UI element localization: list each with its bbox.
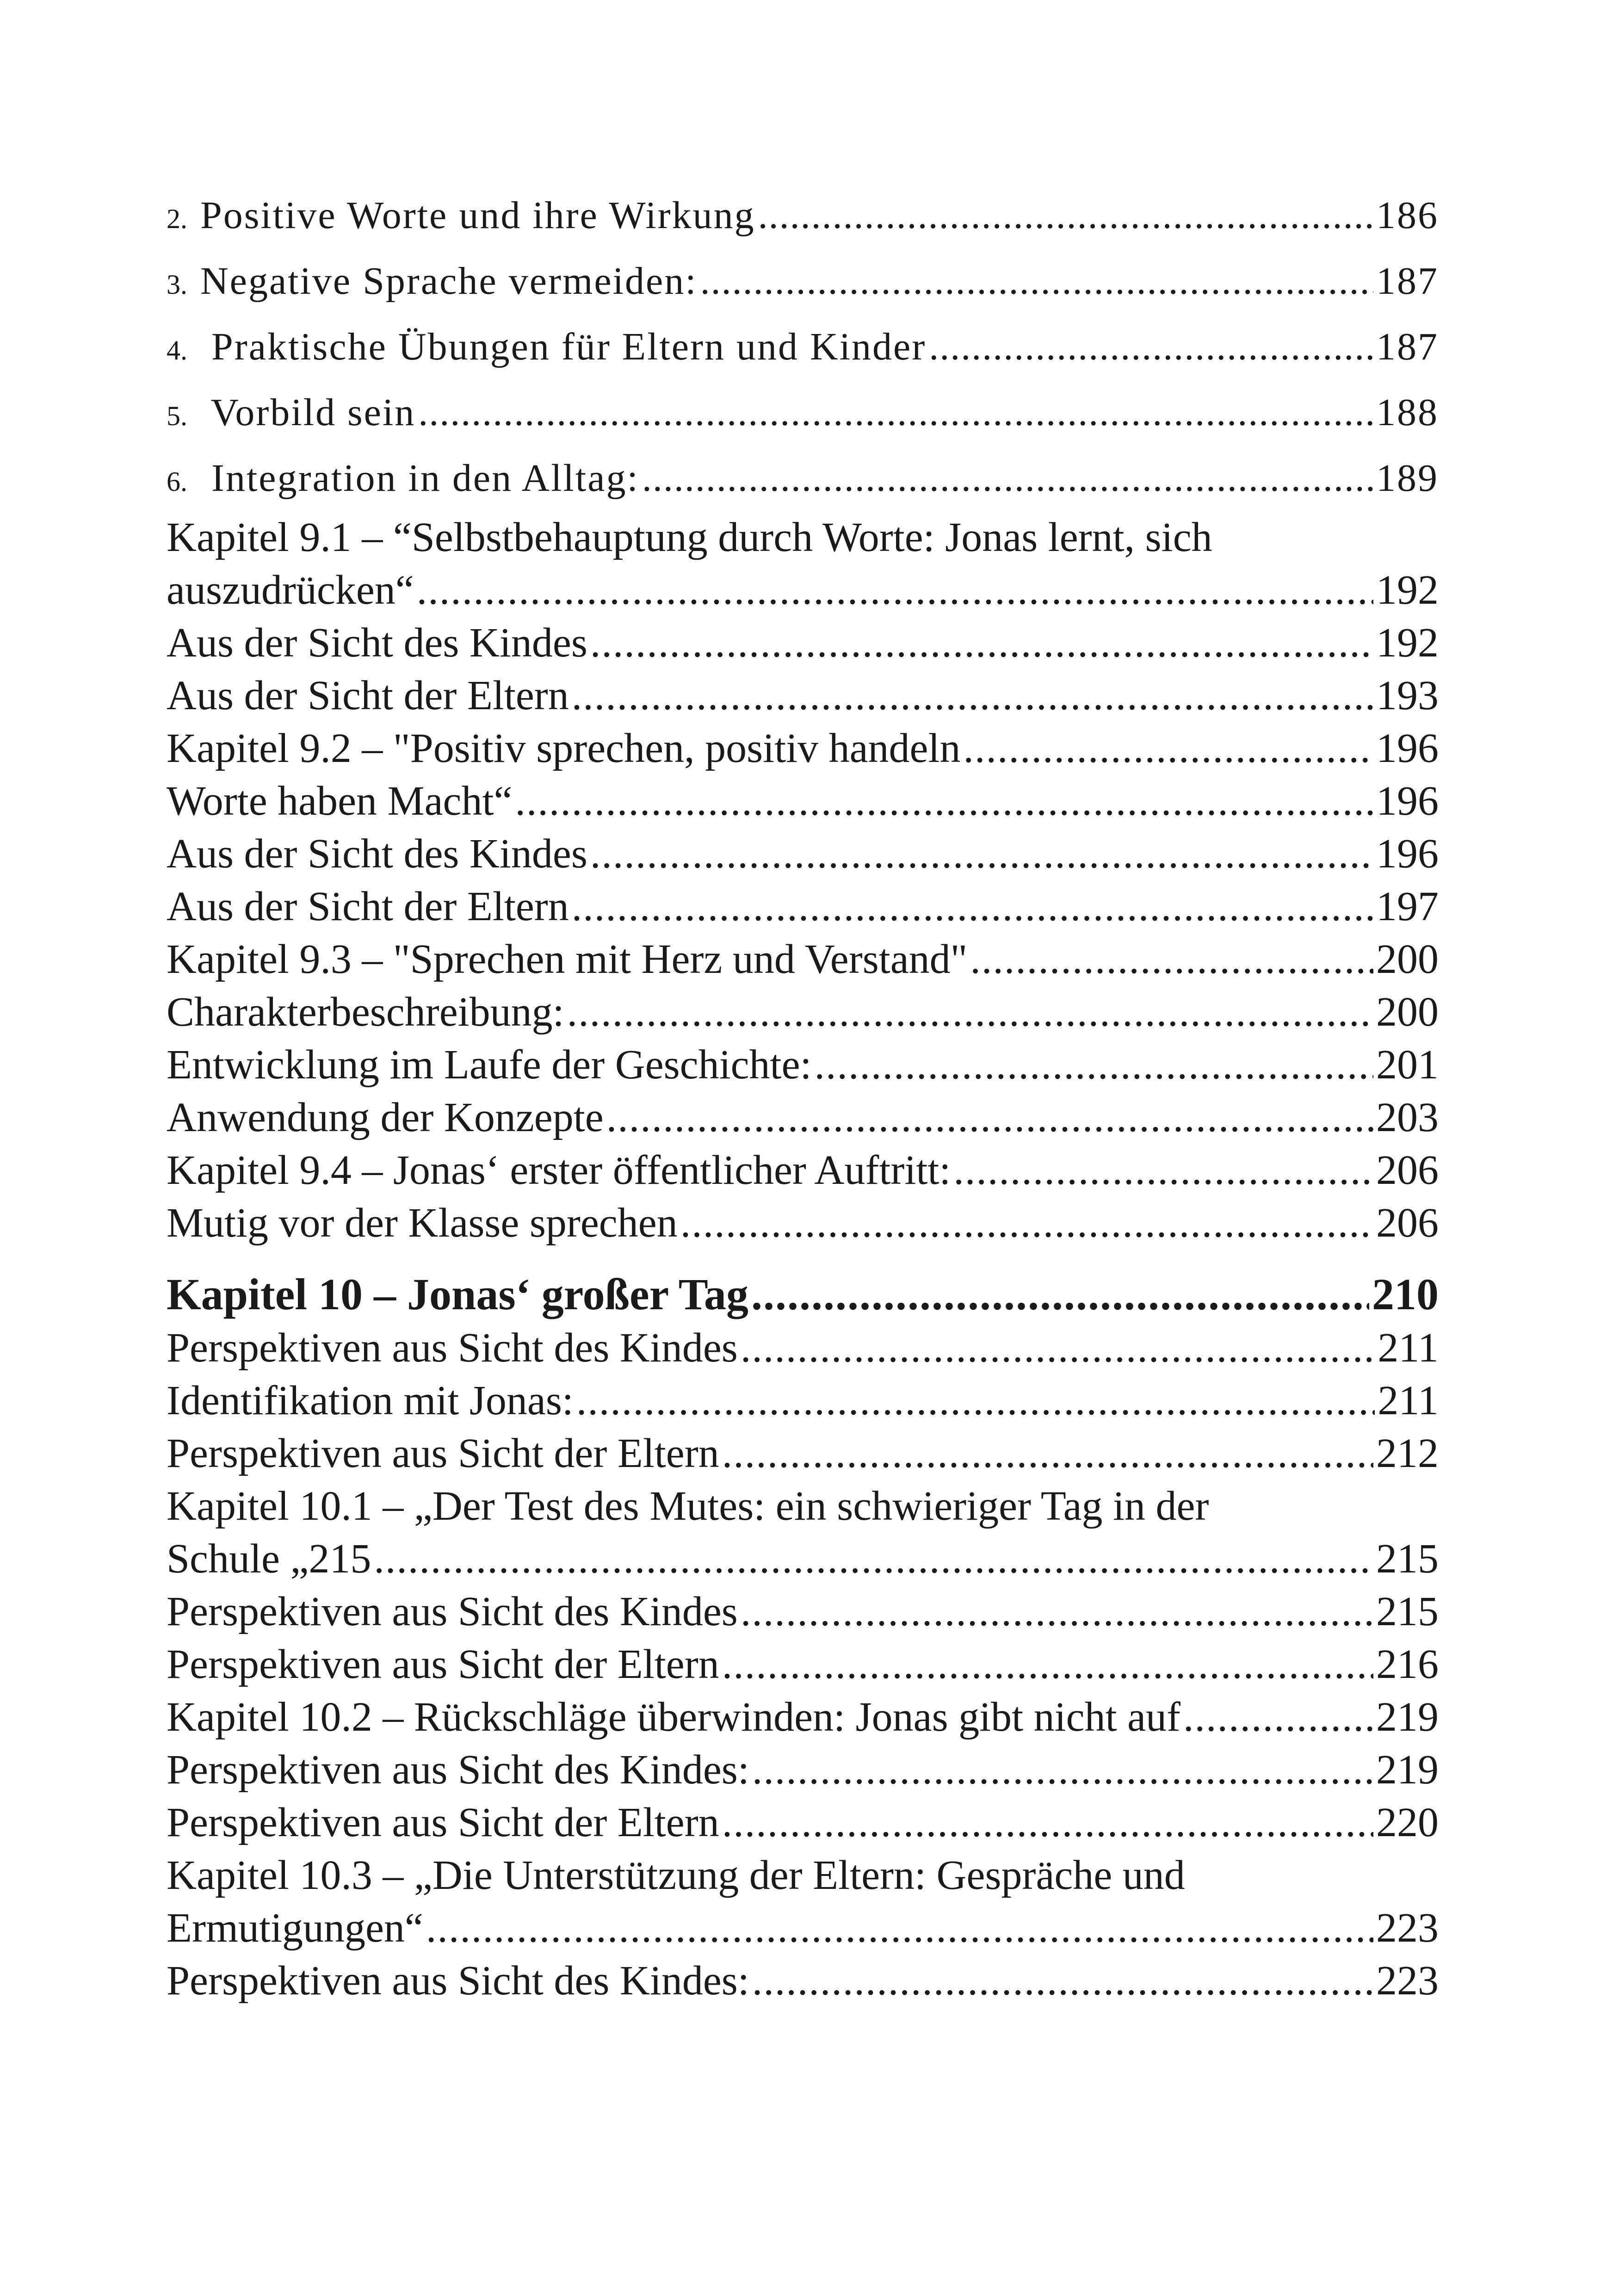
toc-entry[interactable]	[167, 669, 1439, 722]
entry-page: 223	[1376, 1905, 1439, 1951]
entry-page: 196	[1376, 725, 1439, 771]
entry-title: Entwicklung im Laufe der Geschichte:	[167, 1042, 812, 1088]
entry-page: 206	[1376, 1200, 1439, 1246]
toc-entry[interactable]	[167, 1091, 1439, 1144]
dot-leader	[741, 1322, 1375, 1374]
entry-title: Identifikation mit Jonas:	[167, 1378, 574, 1423]
toc-entry[interactable]	[167, 986, 1439, 1039]
entry-title: Positive Worte und ihre Wirkung	[200, 194, 755, 237]
toc-entry[interactable]	[167, 880, 1439, 933]
dot-leader	[758, 183, 1373, 248]
entry-title: Integration in den Alltag:	[200, 457, 639, 500]
entry-page: 219	[1376, 1694, 1439, 1740]
dot-leader	[680, 1197, 1373, 1250]
dot-leader	[642, 446, 1373, 511]
entry-page: 201	[1376, 1042, 1439, 1088]
toc-entry[interactable]	[167, 1638, 1439, 1691]
entry-page: 197	[1376, 884, 1439, 929]
entry-page: 196	[1376, 831, 1439, 877]
toc-entry[interactable]	[167, 248, 1439, 314]
entry-title: Praktische Übungen für Eltern und Kinder	[200, 325, 927, 368]
entry-title: Kapitel 10.1 – „Der Test des Mutes: ein schwieriger Tag in der	[167, 1483, 1209, 1529]
toc-entry[interactable]	[167, 1322, 1439, 1374]
entry-title: Aus der Sicht der Eltern	[167, 673, 569, 718]
entry-title: Vorbild sein	[200, 391, 416, 434]
entry-page: 206	[1376, 1147, 1439, 1193]
chapter-page: 210	[1372, 1269, 1439, 1319]
table-of-contents	[167, 183, 1439, 2007]
entry-number: 6.	[167, 466, 187, 497]
entry-page: 187	[1376, 325, 1439, 368]
entry-number: 5.	[167, 401, 187, 431]
dot-leader	[970, 933, 1373, 986]
entry-page: 192	[1376, 567, 1439, 613]
entry-number: 4.	[167, 335, 187, 365]
entry-page: 215	[1376, 1589, 1439, 1634]
entry-page: 187	[1376, 260, 1439, 303]
dot-leader	[572, 880, 1373, 933]
entry-title: Perspektiven aus Sicht der Eltern	[167, 1641, 719, 1687]
dot-leader	[572, 669, 1373, 722]
dot-leader	[929, 314, 1373, 380]
entry-page: 200	[1376, 989, 1439, 1035]
dot-leader	[590, 617, 1373, 669]
dot-leader	[953, 1144, 1373, 1197]
dot-leader	[515, 775, 1373, 828]
entry-title: Perspektiven aus Sicht des Kindes	[167, 1589, 738, 1634]
dot-leader	[722, 1638, 1373, 1691]
toc-entry[interactable]	[167, 1039, 1439, 1091]
entry-page: 220	[1376, 1800, 1439, 1845]
entry-page: 196	[1376, 778, 1439, 824]
entry-number: 2.	[167, 204, 187, 234]
dot-leader	[606, 1091, 1373, 1144]
entry-number: 3.	[167, 269, 187, 300]
entry-title: Perspektiven aus Sicht der Eltern	[167, 1430, 719, 1476]
toc-entry[interactable]	[167, 933, 1439, 986]
toc-entry-line1[interactable]	[167, 511, 1439, 564]
entry-title: Kapitel 9.2 – "Positiv sprechen, positiv handeln	[167, 725, 961, 771]
toc-entry[interactable]	[167, 1144, 1439, 1197]
dot-leader	[752, 1744, 1373, 1796]
entry-page: 188	[1376, 391, 1439, 434]
entry-page: 216	[1376, 1641, 1439, 1687]
entry-title: Perspektiven aus Sicht des Kindes:	[167, 1958, 749, 2004]
dot-leader	[751, 1267, 1369, 1322]
entry-title: Aus der Sicht des Kindes	[167, 620, 587, 666]
toc-entry[interactable]	[167, 564, 1439, 617]
entry-title: Charakterbeschreibung:	[167, 989, 564, 1035]
entry-title: Kapitel 9.4 – Jonas‘ erster öffentlicher Auftritt:	[167, 1147, 951, 1193]
entry-title: Schule „215	[167, 1536, 371, 1582]
dot-leader	[590, 828, 1373, 880]
dot-leader	[1183, 1691, 1373, 1744]
entry-page: 193	[1376, 673, 1439, 718]
toc-entry[interactable]	[167, 1955, 1439, 2007]
entry-page: 211	[1378, 1325, 1439, 1371]
toc-entry[interactable]	[167, 1197, 1439, 1250]
entry-title: Kapitel 9.1 – “Selbstbehauptung durch Worte: Jonas lernt, sich	[167, 514, 1212, 560]
entry-page: 200	[1376, 936, 1439, 982]
entry-page: 211	[1378, 1378, 1439, 1423]
entry-title: Aus der Sicht des Kindes	[167, 831, 587, 877]
dot-leader	[722, 1796, 1373, 1849]
toc-entry[interactable]	[167, 183, 1439, 248]
toc-entry[interactable]	[167, 1427, 1439, 1480]
dot-leader	[426, 1902, 1373, 1955]
toc-entry[interactable]	[167, 775, 1439, 828]
entry-page: 219	[1376, 1747, 1439, 1793]
dot-leader	[964, 722, 1373, 775]
entry-page: 192	[1376, 620, 1439, 666]
entry-title: auszudrücken“	[167, 567, 414, 613]
entry-page: 215	[1376, 1536, 1439, 1582]
toc-entry[interactable]	[167, 1796, 1439, 1849]
entry-title: Mutig vor der Klasse sprechen	[167, 1200, 678, 1246]
entry-page: 203	[1376, 1095, 1439, 1140]
dot-leader	[752, 1955, 1373, 2007]
dot-leader	[700, 248, 1373, 314]
entry-page: 186	[1376, 194, 1439, 237]
toc-entry[interactable]	[167, 1533, 1439, 1585]
entry-title: Perspektiven aus Sicht des Kindes	[167, 1325, 738, 1371]
entry-title: Kapitel 9.3 – "Sprechen mit Herz und Verstand"	[167, 936, 968, 982]
entry-title: Ermutigungen“	[167, 1905, 423, 1951]
entry-title: Kapitel 10.3 – „Die Unterstützung der Eltern: Gespräche und	[167, 1852, 1185, 1898]
toc-entry[interactable]	[167, 828, 1439, 880]
toc-entry[interactable]	[167, 1691, 1439, 1744]
dot-leader	[722, 1427, 1373, 1480]
toc-entry[interactable]	[167, 617, 1439, 669]
toc-entry[interactable]	[167, 1585, 1439, 1638]
toc-entry-line1[interactable]	[167, 1849, 1439, 1902]
entry-title: Negative Sprache vermeiden:	[200, 260, 698, 303]
dot-leader	[374, 1533, 1373, 1585]
entry-title: Anwendung der Konzepte	[167, 1095, 604, 1140]
toc-entry[interactable]	[167, 1374, 1439, 1427]
entry-page: 212	[1376, 1430, 1439, 1476]
dot-leader	[417, 564, 1373, 617]
toc-entry[interactable]	[167, 1744, 1439, 1796]
entry-title: Perspektiven aus Sicht der Eltern	[167, 1800, 719, 1845]
entry-title: Kapitel 10.2 – Rückschläge überwinden: Jonas gibt nicht auf	[167, 1694, 1180, 1740]
chapter-heading[interactable]	[167, 1267, 1439, 1322]
toc-entry-line1[interactable]	[167, 1480, 1439, 1533]
entry-title: Perspektiven aus Sicht des Kindes:	[167, 1747, 749, 1793]
dot-leader	[741, 1585, 1373, 1638]
chapter-title: Kapitel 10 – Jonas‘ großer Tag	[167, 1269, 748, 1319]
dot-leader	[576, 1374, 1375, 1427]
toc-entry[interactable]	[167, 1902, 1439, 1955]
toc-entry[interactable]	[167, 380, 1439, 446]
entry-title: Aus der Sicht der Eltern	[167, 884, 569, 929]
dot-leader	[418, 380, 1373, 446]
toc-entry[interactable]	[167, 446, 1439, 511]
entry-title: Worte haben Macht“	[167, 778, 513, 824]
toc-entry[interactable]	[167, 722, 1439, 775]
entry-page: 223	[1376, 1958, 1439, 2004]
toc-entry[interactable]	[167, 314, 1439, 380]
entry-page: 189	[1376, 457, 1439, 500]
dot-leader	[567, 986, 1373, 1039]
dot-leader	[815, 1039, 1373, 1091]
